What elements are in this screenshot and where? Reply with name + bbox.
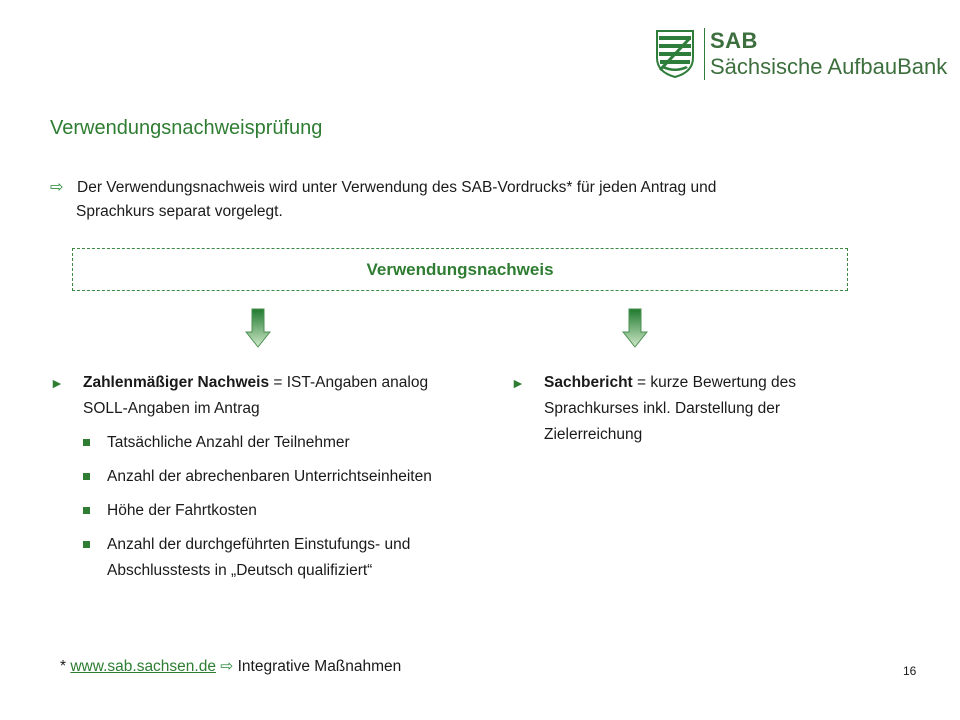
footnote (60, 657, 401, 676)
left-lead-rest: = IST-Angaben analog SOLL-Angaben im Antrag (83, 374, 429, 417)
right-arrow-icon: ⇨ (220, 658, 234, 675)
triangle-bullet-icon: ► (511, 375, 525, 391)
right-column (511, 370, 871, 448)
sab-website-link[interactable]: www.sab.sachsen.de (70, 658, 216, 675)
list-item: Höhe der Fahrtkosten (83, 498, 470, 524)
page-number: 16 (903, 664, 917, 678)
square-bullet-icon (83, 541, 90, 548)
intro-line-2: Sprachkurs separat vorgelegt. (76, 203, 283, 220)
logo-abbreviation: SAB (710, 28, 758, 53)
left-column (50, 370, 470, 592)
box-label: Verwendungsnachweis (366, 259, 554, 279)
square-bullet-icon (83, 439, 90, 446)
left-sub-list (83, 430, 470, 584)
left-lead (83, 370, 470, 422)
footnote-star: * (60, 658, 67, 675)
logo-bank-name: Sächsische AufbauBank (710, 54, 948, 79)
down-arrow-icon (622, 308, 648, 348)
list-item: Tatsächliche Anzahl der Teilnehmer (83, 430, 470, 456)
list-item: Anzahl der abrechenbaren Unterrichtseinheiten (83, 464, 470, 490)
verwendungsnachweis-box (72, 248, 848, 291)
page-title: Verwendungsnachweisprüfung (50, 117, 323, 139)
right-arrow-icon: ⇨ (50, 179, 64, 196)
logo-divider (704, 28, 705, 80)
right-lead (544, 370, 871, 448)
down-arrow-icon (245, 308, 271, 348)
square-bullet-icon (83, 473, 90, 480)
triangle-bullet-icon: ► (50, 375, 64, 391)
left-lead-bold: Zahlenmäßiger Nachweis (83, 374, 270, 391)
list-item: Anzahl der durchgeführten Einstufungs- und Abschlusstests in „Deutsch qualifiziert“ (83, 532, 470, 584)
right-lead-rest: = kurze Bewertung des Sprachkurses inkl. Darstellung der Zielerreichung (544, 374, 797, 443)
square-bullet-icon (83, 507, 90, 514)
right-lead-bold: Sachbericht (544, 374, 633, 391)
intro-line-1: Der Verwendungsnachweis wird unter Verwendung des SAB-Vordrucks* für jeden Antrag und (77, 179, 717, 196)
sab-logo (656, 28, 946, 82)
saxony-crest-icon (656, 30, 694, 78)
footnote-text: Integrative Maßnahmen (237, 658, 402, 675)
